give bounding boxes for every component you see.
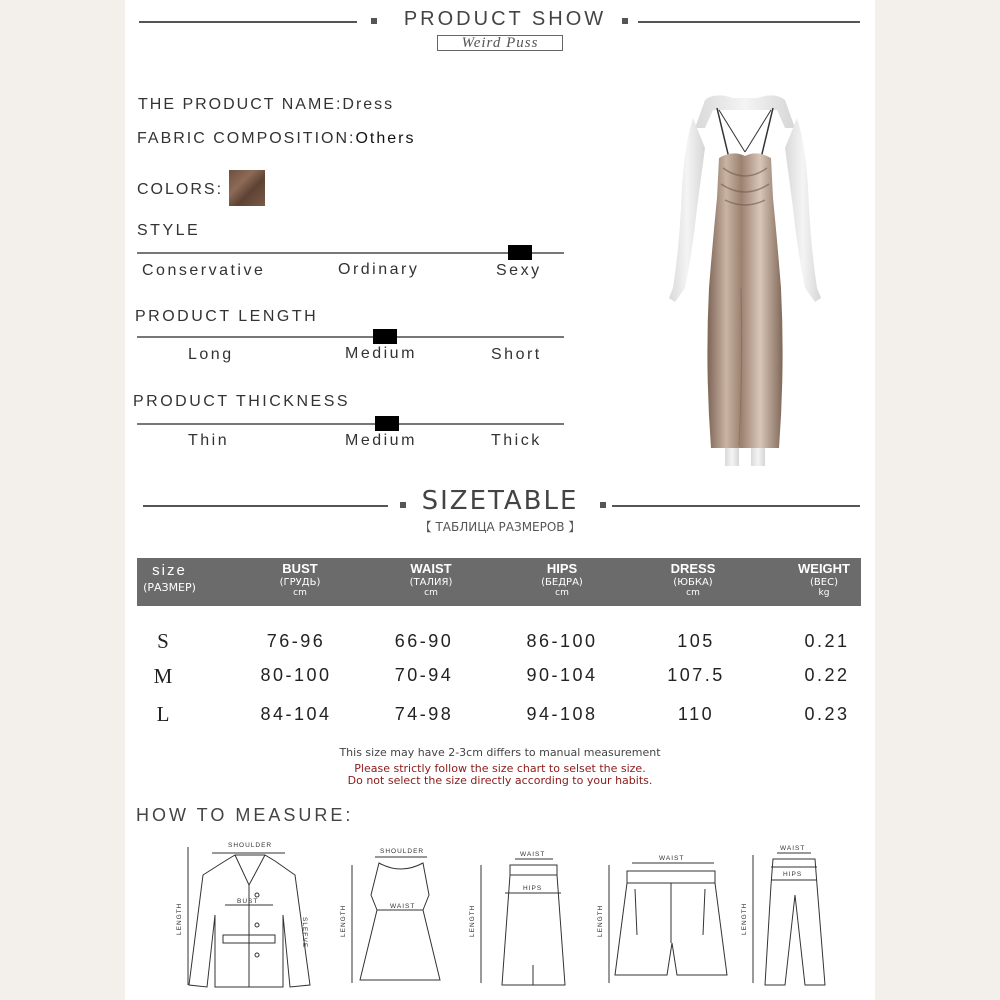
header-size	[137, 558, 202, 606]
bust-cell: 80-100	[260, 665, 332, 685]
size-note-habits: Do not select the size directly according to your habits.	[347, 774, 653, 787]
header-waist	[366, 558, 496, 606]
length-scale-line	[137, 336, 564, 338]
sizetable-rule-left	[143, 505, 388, 507]
header-dress-label: DRESS	[670, 561, 716, 576]
pencil-skirt-diagram	[481, 859, 565, 985]
header-waist-ru: (ТАЛИЯ)	[409, 577, 453, 588]
weight-cell: 0.22	[804, 665, 850, 685]
length-option-long: Long	[188, 346, 234, 363]
header-weight-label: WEIGHT	[798, 561, 850, 576]
shorts-length-label: LENGTH	[597, 904, 604, 937]
jacket-length-label: LENGTH	[176, 902, 183, 935]
sleeveless-dress-diagram	[352, 857, 440, 983]
header-size-label: size	[152, 562, 187, 579]
trousers-waist-label: WAIST	[780, 845, 806, 852]
dress-shoulder-label: SHOULDER	[380, 848, 425, 855]
thickness-option-thin: Thin	[188, 432, 230, 449]
thickness-marker	[375, 416, 399, 431]
skirt-waist-label: WAIST	[520, 851, 546, 858]
header-rule-left	[139, 21, 357, 23]
hips-cell: 86-100	[526, 631, 598, 651]
how-to-measure-title: HOW TO MEASURE:	[136, 805, 354, 825]
length-marker	[373, 329, 397, 344]
product-name-label: THE PRODUCT NAME:	[138, 96, 343, 113]
weight-cell: 0.23	[804, 704, 850, 724]
length-option-medium: Medium	[345, 345, 417, 362]
header-size-ru: (РАЗМЕР)	[143, 581, 196, 594]
length-option-short: Short	[491, 346, 542, 363]
header-dress	[628, 558, 758, 606]
header-weight-ru: (ВЕС)	[810, 577, 838, 588]
shorts-diagram	[609, 863, 727, 983]
header-bust-ru: (ГРУДЬ)	[279, 577, 321, 588]
style-scale-line	[137, 252, 564, 254]
bust-cell: 76-96	[266, 631, 326, 651]
skirt-hips-label: HIPS	[523, 885, 543, 892]
thickness-option-medium: Medium	[345, 432, 417, 449]
trousers-length-label: LENGTH	[741, 902, 748, 935]
length-label: PRODUCT LENGTH	[135, 308, 319, 325]
sizetable-subtitle: 【 ТАБЛИЦА РАЗМЕРОВ 】	[419, 520, 581, 534]
header-square-right	[622, 18, 628, 24]
style-option-conservative: Conservative	[142, 262, 266, 279]
style-marker	[508, 245, 532, 260]
style-label: STYLE	[137, 222, 201, 239]
color-swatch-brown[interactable]	[229, 170, 265, 206]
size-note-tolerance: This size may have 2-3cm differs to manual measurement	[339, 746, 661, 759]
sizetable-square-right	[600, 502, 606, 508]
brand-name: Weird Puss	[437, 35, 563, 51]
header-bust-unit: cm	[293, 588, 307, 598]
header-rule-right	[638, 21, 860, 23]
waist-cell: 70-94	[394, 665, 454, 685]
product-name-value: Dress	[342, 96, 395, 113]
header-dress-unit: cm	[686, 588, 700, 598]
style-option-sexy: Sexy	[496, 262, 542, 279]
dress-cell: 105	[677, 631, 715, 651]
fabric-label: FABRIC COMPOSITION:	[137, 130, 356, 147]
header-waist-label: WAIST	[410, 561, 452, 576]
sizetable-title: SIZETABLE	[421, 486, 579, 516]
header-dress-ru: (ЮБКА)	[673, 577, 713, 588]
shorts-waist-label: WAIST	[659, 855, 685, 862]
product-image-dress[interactable]	[645, 88, 845, 468]
hips-cell: 94-108	[526, 704, 598, 724]
dress-length-label: LENGTH	[340, 904, 347, 937]
weight-cell: 0.21	[804, 631, 850, 651]
thickness-label: PRODUCT THICKNESS	[133, 393, 351, 410]
dress-illustration	[645, 88, 845, 468]
header-weight	[759, 558, 889, 606]
dress-cell: 110	[677, 704, 715, 724]
jacket-sleeve-label: SLEEVE	[301, 917, 308, 949]
waist-cell: 74-98	[394, 704, 454, 724]
jacket-bust-label: BUST	[237, 898, 259, 905]
fabric-value: Others	[355, 130, 416, 147]
product-detail-page	[125, 0, 875, 1000]
size-note-follow: Please strictly follow the size chart to selset the size.	[354, 762, 646, 775]
header-weight-unit: kg	[818, 588, 830, 598]
dress-cell: 107.5	[667, 665, 725, 685]
size-cell: L	[156, 702, 170, 726]
header-hips-ru: (БЕДРА)	[541, 577, 583, 588]
header-bust-label: BUST	[282, 561, 318, 576]
header-hips	[497, 558, 627, 606]
size-cell: M	[153, 664, 173, 688]
sizetable-rule-right	[612, 505, 860, 507]
skirt-length-label: LENGTH	[469, 904, 476, 937]
size-cell: S	[157, 629, 169, 653]
waist-cell: 66-90	[394, 631, 454, 651]
size-table-header	[137, 558, 861, 606]
header-waist-unit: cm	[424, 588, 438, 598]
colors-label: COLORS:	[137, 181, 224, 198]
header-square-left	[371, 18, 377, 24]
hips-cell: 90-104	[526, 665, 598, 685]
jacket-diagram	[188, 847, 310, 987]
fabric-row	[137, 130, 415, 148]
bust-cell: 84-104	[260, 704, 332, 724]
page-title: PRODUCT SHOW	[403, 8, 607, 30]
dress-waist-label: WAIST	[390, 903, 416, 910]
measure-diagrams	[165, 835, 865, 995]
header-hips-label: HIPS	[546, 561, 578, 576]
trousers-hips-label: HIPS	[783, 871, 803, 878]
thickness-option-thick: Thick	[491, 432, 542, 449]
thickness-scale-line	[137, 423, 564, 425]
header-hips-unit: cm	[555, 588, 569, 598]
jacket-shoulder-label: SHOULDER	[228, 842, 273, 849]
product-name-row	[138, 96, 394, 114]
style-option-ordinary: Ordinary	[338, 261, 420, 278]
header-bust	[235, 558, 365, 606]
